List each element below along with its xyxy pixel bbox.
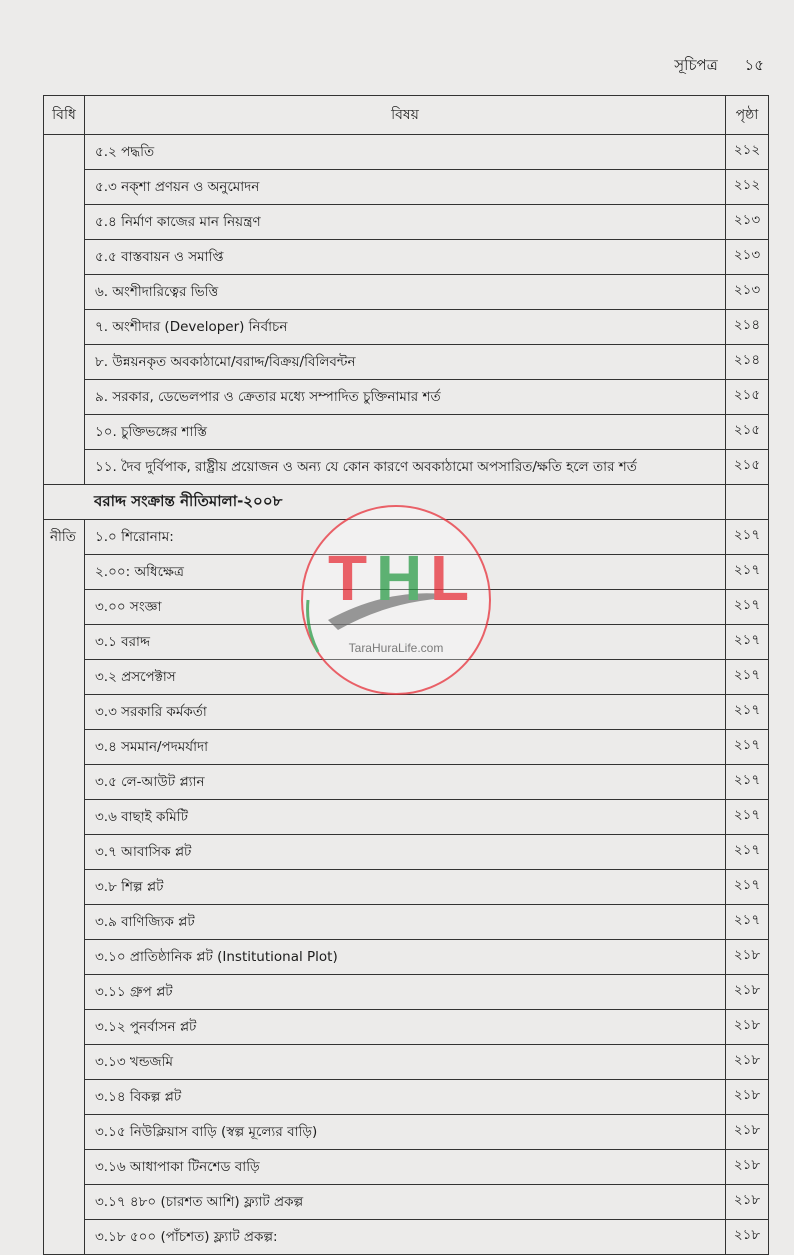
table-row (44, 170, 769, 205)
subject-cell: ৩.১ বরাদ্দ (85, 625, 726, 660)
page-cell: ২১৭ (726, 660, 769, 695)
page-cell: ২১৭ (726, 695, 769, 730)
header-title: সূচিপত্র (674, 56, 718, 74)
table-row (44, 1115, 769, 1150)
page-cell: ২১৭ (726, 520, 769, 555)
page-cell: ২১২ (726, 135, 769, 170)
section-heading: বরাদ্দ সংক্রান্ত নীতিমালা-২০০৮ (44, 485, 726, 520)
subject-cell: ৬. অংশীদারিত্বের ভিত্তি (85, 275, 726, 310)
subject-cell: ৩.২ প্রসপেক্টাস (85, 660, 726, 695)
table-row (44, 905, 769, 940)
table-row (44, 695, 769, 730)
page-cell: ২১৮ (726, 1080, 769, 1115)
page-cell: ২১৮ (726, 975, 769, 1010)
page-cell: ২১৭ (726, 905, 769, 940)
table-row (44, 1045, 769, 1080)
subject-cell: ৫.৪ নির্মাণ কাজের মান নিয়ন্ত্রণ (85, 205, 726, 240)
table-row (44, 800, 769, 835)
subject-cell: ৩.৯ বাণিজ্যিক প্লট (85, 905, 726, 940)
table-row (44, 1150, 769, 1185)
page-cell: ২১২ (726, 170, 769, 205)
page-cell: ২১৮ (726, 1010, 769, 1045)
page-cell: ২১৪ (726, 345, 769, 380)
subject-cell: ৯. সরকার, ডেভেলপার ও ক্রেতার মধ্যে সম্পাদিত চুক্তিনামার শর্ত (85, 380, 726, 415)
page-cell: ২১৩ (726, 240, 769, 275)
subject-cell: ১১. দৈব দুর্বিপাক, রাষ্ট্রীয় প্রয়োজন ও অন্য যে কোন কারণে অবকাঠামো অপসারিত/ক্ষতি হলে তার শর্ত (85, 450, 726, 485)
page-cell: ২১৮ (726, 940, 769, 975)
page-cell: ২১৫ (726, 450, 769, 485)
subject-cell: ৩.১৫ নিউক্লিয়াস বাড়ি (স্বল্প মূল্যের বাড়ি) (85, 1115, 726, 1150)
table-row (44, 275, 769, 310)
page-cell: ২১৭ (726, 835, 769, 870)
subject-cell: ৮. উন্নয়নকৃত অবকাঠামো/বরাদ্দ/বিক্রয়/বিলিবন্টন (85, 345, 726, 380)
table-row (44, 1010, 769, 1045)
subject-cell: ৩.১৮ ৫০০ (পাঁচশত) ফ্ল্যাট প্রকল্প: (85, 1220, 726, 1255)
table-row (44, 1185, 769, 1220)
page-cell: ২১৮ (726, 1115, 769, 1150)
subject-cell: ৩.১১ গ্রুপ প্লট (85, 975, 726, 1010)
watermark-letter-t: T (328, 542, 368, 614)
subject-cell: ৫.২ পদ্ধতি (85, 135, 726, 170)
page-cell: ২১৭ (726, 625, 769, 660)
page-cell: ২১৪ (726, 310, 769, 345)
subject-cell: ৩.১৪ বিকল্প প্লট (85, 1080, 726, 1115)
subject-cell: ৩.৭ আবাসিক প্লট (85, 835, 726, 870)
subject-cell: ২.০০: অধিক্ষেত্র (85, 555, 726, 590)
table-row (44, 205, 769, 240)
page-cell: ২১৭ (726, 800, 769, 835)
rule-cell (44, 135, 85, 485)
watermark-letter-l: L (430, 542, 470, 614)
column-header-subject: বিষয় (85, 96, 726, 135)
page-cell: ২১৮ (726, 1185, 769, 1220)
table-row (44, 450, 769, 485)
table-row (44, 870, 769, 905)
column-header-rule: বিধি (44, 96, 85, 135)
subject-cell: ৩.১৬ আধাপাকা টিনশেড বাড়ি (85, 1150, 726, 1185)
subject-cell: ৩.৩ সরকারি কর্মকর্তা (85, 695, 726, 730)
page-cell: ২১৩ (726, 205, 769, 240)
subject-cell: ৩.১৭ ৪৮০ (চারশত আশি) ফ্ল্যাট প্রকল্প (85, 1185, 726, 1220)
table-row (44, 240, 769, 275)
page-cell: ২১৭ (726, 555, 769, 590)
subject-cell: ৫.৫ বাস্তবায়ন ও সমাপ্তি (85, 240, 726, 275)
table-row (44, 1080, 769, 1115)
subject-cell: ৩.০০ সংজ্ঞা (85, 590, 726, 625)
watermark-letter-h: H (376, 542, 423, 614)
page-number: ১৫ (744, 56, 764, 74)
subject-cell: ৩.৬ বাছাই কমিটি (85, 800, 726, 835)
subject-cell: ৩.৪ সমমান/পদমর্যাদা (85, 730, 726, 765)
subject-cell: ৩.১২ পুনর্বাসন প্লট (85, 1010, 726, 1045)
subject-cell: ৩.৫ লে-আউট প্ল্যান (85, 765, 726, 800)
page-cell: ২১৮ (726, 1045, 769, 1080)
subject-cell: ৩.১৩ খন্ডজমি (85, 1045, 726, 1080)
rule-cell: নীতি (44, 520, 85, 1255)
subject-cell: ৭. অংশীদার (Developer) নির্বাচন (85, 310, 726, 345)
page-cell: ২১৩ (726, 275, 769, 310)
page-cell: ২১৭ (726, 730, 769, 765)
table-row (44, 730, 769, 765)
table-row (44, 135, 769, 170)
page-cell: ২১৮ (726, 1220, 769, 1255)
page-cell: ২১৮ (726, 1150, 769, 1185)
page-cell: ২১৫ (726, 380, 769, 415)
table-row (44, 345, 769, 380)
table-row (44, 1220, 769, 1255)
watermark-logo (298, 502, 494, 698)
table-row (44, 975, 769, 1010)
table-row (44, 310, 769, 345)
column-header-page: পৃষ্ঠা (726, 96, 769, 135)
subject-cell: ১.০ শিরোনাম: (85, 520, 726, 555)
table-row (44, 380, 769, 415)
table-row (44, 415, 769, 450)
subject-cell: ৫.৩ নক্‌শা প্রণয়ন ও অনুমোদন (85, 170, 726, 205)
table-row (44, 835, 769, 870)
table-row (44, 765, 769, 800)
subject-cell: ১০. চুক্তিভঙ্গের শাস্তি (85, 415, 726, 450)
page-cell: ২১৭ (726, 590, 769, 625)
page-header (652, 54, 764, 79)
table-row (44, 940, 769, 975)
watermark-site: TaraHuraLife.com (348, 641, 444, 655)
page-cell: ২১৭ (726, 870, 769, 905)
page-cell: ২১৫ (726, 415, 769, 450)
subject-cell: ৩.১০ প্রাতিষ্ঠানিক প্লট (Institutional Plot) (85, 940, 726, 975)
page-cell: ২১৭ (726, 765, 769, 800)
page-cell (726, 485, 769, 520)
subject-cell: ৩.৮ শিল্প প্লট (85, 870, 726, 905)
